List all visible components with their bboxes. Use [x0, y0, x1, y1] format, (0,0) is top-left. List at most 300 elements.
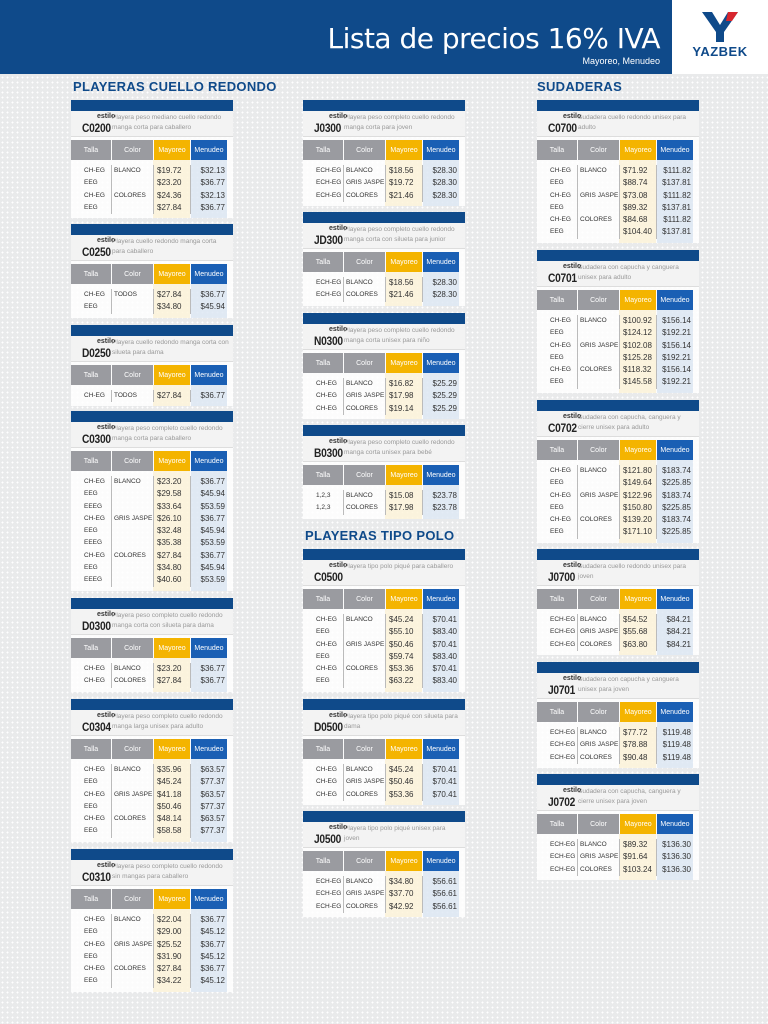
cell-talla: ECH-EG: [316, 167, 342, 174]
cell-color: [111, 525, 153, 537]
table-row: [537, 315, 699, 327]
cell-talla: EEG: [550, 329, 564, 337]
cell-talla: EEG: [84, 203, 98, 211]
cell-talla: CH-EG: [316, 380, 337, 387]
cell-color: GRIS JASPE: [343, 888, 385, 900]
cell-mayoreo: $59.74: [385, 651, 422, 663]
cell-color: BLANCO: [111, 663, 153, 675]
cell-menudeo: $137.81: [656, 202, 693, 214]
column-color: Color: [344, 851, 385, 871]
cell-menudeo: $83.40: [422, 675, 459, 687]
table-row: [537, 851, 699, 863]
card-header: [71, 422, 233, 448]
header-banner: [0, 0, 672, 74]
product-code: C0310: [82, 870, 111, 884]
cell-color: [577, 502, 619, 514]
cell-color: GRIS JASPE: [343, 390, 385, 402]
cell-talla: ECH-EG: [316, 878, 342, 885]
cell-menudeo: $84.21: [656, 614, 693, 626]
cell-menudeo: $63.57: [190, 813, 227, 825]
cell-mayoreo: $18.56: [385, 165, 422, 177]
cell-color: BLANCO: [577, 165, 619, 177]
table-row: [303, 190, 465, 202]
product-card-d0300: [71, 598, 233, 692]
cell-talla: EEG: [84, 527, 98, 535]
table-header: [303, 851, 465, 871]
cell-menudeo: $45.12: [190, 975, 227, 987]
product-code: N0300: [314, 334, 343, 348]
column-mayoreo: Mayoreo: [620, 140, 656, 160]
table-row: [303, 876, 465, 888]
cell-menudeo: $25.29: [422, 378, 459, 390]
product-description: Playera peso completo cuello redondo manga corta para caballero: [112, 425, 223, 442]
cell-mayoreo: $19.72: [153, 165, 190, 177]
cell-mayoreo: $122.96: [619, 490, 656, 502]
cell-menudeo: $36.77: [190, 202, 227, 214]
cell-mayoreo: $73.08: [619, 190, 656, 202]
cell-talla: EEG: [84, 827, 98, 835]
table-row: [71, 513, 233, 525]
column-talla: Talla: [71, 140, 111, 160]
column-talla: Talla: [71, 451, 111, 471]
table-row: [71, 562, 233, 574]
table-row: [71, 914, 233, 926]
card-header: [537, 261, 699, 287]
price-table-body: [71, 658, 233, 692]
table-row: [71, 813, 233, 825]
cell-menudeo: $53.59: [190, 574, 227, 586]
product-description: Playera peso completo cuello redondo manga corta unisex para bebé: [344, 439, 455, 456]
cell-color: [577, 477, 619, 489]
product-code: D0250: [82, 346, 111, 360]
cell-menudeo: $28.30: [422, 277, 459, 289]
cell-talla: EEG: [550, 479, 564, 487]
column-menudeo: Menudeo: [657, 140, 693, 160]
cell-menudeo: $23.78: [422, 490, 459, 502]
cell-menudeo: $84.21: [656, 639, 693, 651]
cell-color: COLORES: [111, 813, 153, 825]
table-header: [537, 290, 699, 310]
cell-mayoreo: $34.80: [153, 301, 190, 313]
estilo-label: estilo: [563, 263, 582, 270]
cell-mayoreo: $55.10: [385, 626, 422, 638]
cell-talla: EEG: [84, 490, 98, 498]
product-card-d0500: [303, 699, 465, 805]
product-code: C0300: [82, 432, 111, 446]
section-title-sudaderas: SUDADERAS: [537, 79, 623, 94]
cell-menudeo: $136.30: [656, 851, 693, 863]
table-row: [303, 289, 465, 301]
table-row: [537, 864, 699, 876]
price-table-body: [71, 284, 233, 318]
product-description: Sudadera con capucha, canguera y cierre unisex para joven: [578, 788, 681, 805]
table-row: [303, 663, 465, 675]
cell-talla: EEG: [84, 802, 98, 810]
card-top-bar: [537, 100, 699, 111]
price-table-body: [71, 385, 233, 406]
cell-menudeo: $36.77: [190, 550, 227, 562]
column-mayoreo: Mayoreo: [154, 889, 190, 909]
cell-mayoreo: $71.92: [619, 165, 656, 177]
cell-mayoreo: $29.58: [153, 488, 190, 500]
card-top-bar: [303, 811, 465, 822]
table-row: [537, 165, 699, 177]
estilo-label: estilo: [329, 562, 348, 569]
cell-talla: EEG: [84, 564, 98, 572]
price-table-body: [537, 310, 699, 393]
cell-color: [111, 926, 153, 938]
product-code: B0300: [314, 446, 343, 460]
cell-talla: ECH-EG: [550, 841, 576, 848]
product-code: J0702: [548, 795, 576, 809]
cell-mayoreo: $91.64: [619, 851, 656, 863]
cell-color: GRIS JASPE: [343, 639, 385, 651]
column-mayoreo: Mayoreo: [620, 702, 656, 722]
card-header: [71, 860, 233, 886]
card-top-bar: [71, 325, 233, 336]
cell-talla: ECH-EG: [316, 279, 342, 286]
column-menudeo: Menudeo: [423, 252, 459, 272]
cell-talla: CH-EG: [316, 392, 337, 400]
column-mayoreo: Mayoreo: [386, 140, 422, 160]
cell-talla: CH-EG: [84, 478, 105, 485]
product-card-j0300: [303, 100, 465, 206]
table-row: [303, 490, 465, 502]
cell-mayoreo: $16.82: [385, 378, 422, 390]
cell-color: BLANCO: [577, 614, 619, 626]
table-row: [71, 550, 233, 562]
table-row: [303, 403, 465, 415]
product-card-c0701: [537, 250, 699, 393]
cell-talla: EEG: [550, 528, 564, 536]
cell-talla: 1,2,3: [316, 504, 331, 512]
table-row: [537, 839, 699, 851]
cell-menudeo: $63.57: [190, 789, 227, 801]
card-top-bar: [71, 411, 233, 422]
cell-mayoreo: $27.84: [153, 963, 190, 975]
table-row: [71, 202, 233, 214]
column-talla: Talla: [71, 365, 111, 385]
table-row: [537, 614, 699, 626]
cell-talla: ECH-EG: [316, 191, 342, 199]
column-color: Color: [344, 252, 385, 272]
cell-color: TODOS: [111, 390, 153, 402]
column-talla: Talla: [537, 702, 577, 722]
cell-menudeo: $136.30: [656, 864, 693, 876]
cell-talla: CH-EG: [316, 616, 337, 623]
cell-color: COLORES: [577, 639, 619, 651]
cell-mayoreo: $26.10: [153, 513, 190, 525]
table-row: [71, 537, 233, 549]
cell-menudeo: $70.41: [422, 776, 459, 788]
table-header: [303, 739, 465, 759]
column-mayoreo: Mayoreo: [386, 252, 422, 272]
cell-mayoreo: $41.18: [153, 789, 190, 801]
product-card-c0200: [71, 100, 233, 218]
card-top-bar: [537, 549, 699, 560]
cell-menudeo: $63.57: [190, 764, 227, 776]
table-row: [303, 390, 465, 402]
column-color: Color: [344, 465, 385, 485]
price-table-body: [71, 471, 233, 591]
table-header: [303, 252, 465, 272]
cell-color: [111, 301, 153, 313]
cell-menudeo: $25.29: [422, 390, 459, 402]
product-code: C0702: [548, 421, 577, 435]
cell-menudeo: $45.94: [190, 301, 227, 313]
column-mayoreo: Mayoreo: [154, 638, 190, 658]
cell-color: COLORES: [111, 963, 153, 975]
cell-mayoreo: $32.48: [153, 525, 190, 537]
cell-talla: CH-EG: [84, 965, 105, 973]
table-row: [71, 476, 233, 488]
table-row: [303, 764, 465, 776]
column-menudeo: Menudeo: [191, 889, 227, 909]
cell-menudeo: $28.30: [422, 165, 459, 177]
table-row: [537, 202, 699, 214]
cell-menudeo: $70.41: [422, 764, 459, 776]
card-top-bar: [71, 598, 233, 609]
cell-menudeo: $77.37: [190, 801, 227, 813]
table-row: [71, 190, 233, 202]
estilo-label: estilo: [97, 424, 116, 431]
cell-mayoreo: $58.58: [153, 825, 190, 837]
estilo-label: estilo: [563, 562, 582, 569]
column-talla: Talla: [303, 252, 343, 272]
column-menudeo: Menudeo: [423, 465, 459, 485]
price-table-body: [71, 909, 233, 992]
cell-color: BLANCO: [111, 476, 153, 488]
product-card-j0701: [537, 662, 699, 768]
cell-mayoreo: $27.84: [153, 390, 190, 402]
cell-menudeo: $156.14: [656, 315, 693, 327]
column-mayoreo: Mayoreo: [386, 739, 422, 759]
cell-talla: ECH-EG: [316, 179, 342, 187]
cell-talla: CH-EG: [550, 491, 571, 499]
product-description: Playera tipo polo piqué unisex para joven: [344, 825, 446, 842]
cell-talla: ECH-EG: [316, 291, 342, 299]
product-description: Sudadera con capucha y canguera unisex para adulto: [578, 264, 679, 281]
table-row: [303, 378, 465, 390]
column-menudeo: Menudeo: [191, 264, 227, 284]
column-color: Color: [578, 589, 619, 609]
estilo-label: estilo: [563, 675, 582, 682]
cell-menudeo: $83.40: [422, 626, 459, 638]
cell-mayoreo: $125.28: [619, 352, 656, 364]
cell-menudeo: $36.77: [190, 476, 227, 488]
cell-menudeo: $119.48: [656, 752, 693, 764]
cell-color: [111, 801, 153, 813]
cell-menudeo: $36.77: [190, 963, 227, 975]
table-row: [303, 626, 465, 638]
cell-menudeo: $192.21: [656, 327, 693, 339]
cell-color: [343, 675, 385, 687]
cell-color: [111, 776, 153, 788]
cell-talla: EEG: [84, 179, 98, 187]
product-description: Playera peso completo cuello redondo manga corta para joven: [344, 114, 455, 131]
cell-talla: CH-EG: [84, 514, 105, 522]
cell-talla: CH-EG: [550, 191, 571, 199]
cell-color: GRIS JASPE: [577, 490, 619, 502]
cell-menudeo: $70.41: [422, 663, 459, 675]
product-code: C0500: [314, 570, 343, 584]
column-mayoreo: Mayoreo: [386, 465, 422, 485]
cell-color: GRIS JASPE: [577, 851, 619, 863]
column-color: Color: [112, 739, 153, 759]
cell-menudeo: $183.74: [656, 514, 693, 526]
card-header: [71, 336, 233, 362]
table-row: [71, 939, 233, 951]
card-header: [303, 822, 465, 848]
product-code: C0200: [82, 121, 111, 135]
cell-mayoreo: $104.40: [619, 226, 656, 238]
cell-menudeo: $119.48: [656, 739, 693, 751]
column-color: Color: [578, 814, 619, 834]
cell-menudeo: $45.94: [190, 488, 227, 500]
cell-color: [111, 562, 153, 574]
column-talla: Talla: [303, 739, 343, 759]
price-table-body: [303, 160, 465, 206]
price-table-body: [303, 272, 465, 306]
cell-mayoreo: $25.52: [153, 939, 190, 951]
cell-mayoreo: $42.92: [385, 901, 422, 913]
cell-color: [577, 226, 619, 238]
cell-color: [111, 177, 153, 189]
cell-mayoreo: $35.96: [153, 764, 190, 776]
cell-mayoreo: $19.14: [385, 403, 422, 415]
cell-mayoreo: $19.72: [385, 177, 422, 189]
column-menudeo: Menudeo: [191, 451, 227, 471]
column-talla: Talla: [537, 440, 577, 460]
card-header: [303, 223, 465, 249]
cell-menudeo: $45.94: [190, 525, 227, 537]
cell-mayoreo: $48.14: [153, 813, 190, 825]
cell-talla: EEG: [316, 652, 330, 660]
table-row: [71, 663, 233, 675]
table-row: [537, 739, 699, 751]
price-table-body: [71, 759, 233, 842]
cell-mayoreo: $145.58: [619, 376, 656, 388]
cell-color: GRIS JASPE: [343, 177, 385, 189]
cell-mayoreo: $124.12: [619, 327, 656, 339]
estilo-label: estilo: [563, 413, 582, 420]
column-mayoreo: Mayoreo: [386, 851, 422, 871]
cell-menudeo: $137.81: [656, 177, 693, 189]
cell-talla: CH-EG: [550, 341, 571, 349]
cell-color: GRIS JASPE: [577, 626, 619, 638]
column-talla: Talla: [303, 851, 343, 871]
cell-menudeo: $23.78: [422, 502, 459, 514]
cell-color: COLORES: [577, 864, 619, 876]
table-row: [303, 888, 465, 900]
table-row: [71, 301, 233, 313]
cell-color: BLANCO: [111, 165, 153, 177]
cell-mayoreo: $103.24: [619, 864, 656, 876]
column-talla: Talla: [71, 264, 111, 284]
column-menudeo: Menudeo: [423, 140, 459, 160]
cell-color: BLANCO: [577, 465, 619, 477]
product-description: Sudadera con capucha, canguera y cierre unisex para adulto: [578, 414, 681, 431]
column-menudeo: Menudeo: [423, 851, 459, 871]
table-row: [303, 901, 465, 913]
cell-talla: ECH-EG: [550, 853, 576, 861]
cell-menudeo: $36.77: [190, 663, 227, 675]
cell-talla: CH-EG: [316, 790, 337, 798]
table-row: [537, 727, 699, 739]
cell-color: [577, 177, 619, 189]
cell-menudeo: $119.48: [656, 727, 693, 739]
cell-menudeo: $225.85: [656, 477, 693, 489]
table-row: [303, 177, 465, 189]
cell-talla: 1,2,3: [316, 492, 331, 499]
column-mayoreo: Mayoreo: [620, 814, 656, 834]
cell-color: [577, 327, 619, 339]
column-color: Color: [112, 638, 153, 658]
table-row: [71, 488, 233, 500]
cell-mayoreo: $63.22: [385, 675, 422, 687]
cell-menudeo: $192.21: [656, 376, 693, 388]
cell-talla: ECH-EG: [550, 640, 576, 648]
column-color: Color: [112, 365, 153, 385]
cell-mayoreo: $45.24: [153, 776, 190, 788]
cell-mayoreo: $24.36: [153, 190, 190, 202]
cell-menudeo: $36.77: [190, 914, 227, 926]
column-talla: Talla: [303, 140, 343, 160]
table-row: [537, 327, 699, 339]
table-row: [537, 752, 699, 764]
cell-color: BLANCO: [343, 277, 385, 289]
cell-menudeo: $183.74: [656, 490, 693, 502]
cell-mayoreo: $40.60: [153, 574, 190, 586]
cell-mayoreo: $21.46: [385, 190, 422, 202]
table-row: [303, 502, 465, 514]
table-row: [537, 177, 699, 189]
table-header: [537, 589, 699, 609]
cell-menudeo: $45.12: [190, 951, 227, 963]
cell-talla: EEEG: [84, 539, 103, 547]
card-top-bar: [303, 699, 465, 710]
cell-talla: ECH-EG: [550, 628, 576, 636]
card-top-bar: [303, 212, 465, 223]
cell-menudeo: $56.61: [422, 888, 459, 900]
column-menudeo: Menudeo: [191, 365, 227, 385]
table-row: [71, 675, 233, 687]
table-header: [71, 638, 233, 658]
estilo-label: estilo: [97, 338, 116, 345]
cell-menudeo: $32.13: [190, 190, 227, 202]
column-color: Color: [344, 353, 385, 373]
table-row: [303, 614, 465, 626]
cell-mayoreo: $37.70: [385, 888, 422, 900]
cell-mayoreo: $88.74: [619, 177, 656, 189]
cell-color: [111, 537, 153, 549]
cell-menudeo: $156.14: [656, 340, 693, 352]
cell-talla: ECH-EG: [550, 741, 576, 749]
card-header: [537, 560, 699, 586]
cell-color: [577, 526, 619, 538]
cell-color: [111, 488, 153, 500]
table-row: [303, 776, 465, 788]
table-row: [71, 963, 233, 975]
product-description: Sudadera cuello redondo unisex para adulto: [578, 114, 687, 131]
product-card-j0702: [537, 774, 699, 880]
cell-color: GRIS JASPE: [111, 513, 153, 525]
cell-menudeo: $111.82: [656, 190, 693, 202]
cell-color: COLORES: [577, 514, 619, 526]
card-header: [303, 710, 465, 736]
product-code: JD300: [314, 233, 343, 247]
column-menudeo: Menudeo: [191, 638, 227, 658]
